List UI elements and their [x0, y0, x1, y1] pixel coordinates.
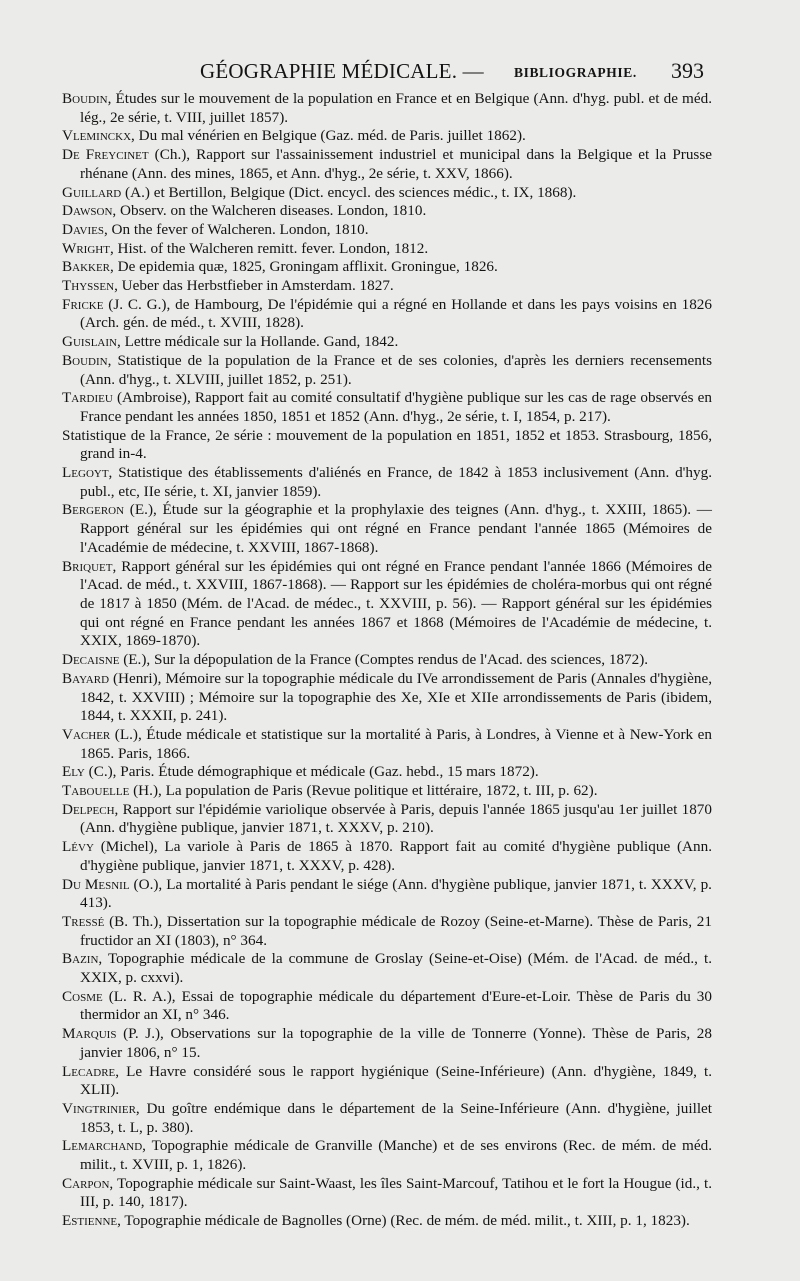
entry-author: Vacher [62, 725, 111, 743]
entry-author: Lemarchand, [62, 1137, 146, 1155]
entry-author: Ely [62, 763, 85, 781]
entry-author: Du Mesnil [62, 875, 130, 893]
bibliography-entry [62, 277, 712, 296]
entry-text: On the fever of Walcheren. London, 1810. [107, 220, 369, 238]
bibliography-entry [62, 389, 712, 426]
bibliography-entry [62, 501, 712, 557]
bibliography-entry [62, 651, 712, 670]
entry-text: Topographie médicale de Bagnolles (Orne) (Rec. de mém. de méd. milit., t. XIII, p. 1, 1823). [120, 1212, 690, 1230]
entry-author: Thyssen, [62, 277, 118, 295]
bibliography-entry [62, 558, 712, 652]
entry-text: Topographie médicale de la commune de Groslay (Seine-et-Oise) (Mém. de l'Acad. de méd., t. XXIX, p. cxxvi). [80, 950, 712, 987]
entry-author: Vingtrinier, [62, 1099, 140, 1117]
running-header [62, 56, 712, 86]
entry-text: Statistique de la population de la France et de ses colonies, d'après les derniers recensements (Ann. d'hyg., t. XLVIII, juillet 1852, p. 251). [80, 351, 712, 388]
entry-text: Observ. on the Walcheren diseases. London, 1810. [116, 202, 427, 220]
entry-text: (L.), Étude médicale et statistique sur la mortalité à Paris, à Londres, à Vienne et à New-York en 1865. Paris, 1866. [80, 725, 712, 762]
entry-author: Bakker, [62, 258, 114, 276]
entry-text: Lettre médicale sur la Hollande. Gand, 1842. [120, 333, 399, 351]
entry-text: (C.), Paris. Étude démographique et médicale (Gaz. hebd., 15 mars 1872). [84, 763, 539, 781]
entry-author: Bazin, [62, 950, 103, 968]
entry-author: Delpech, [62, 800, 119, 818]
entry-author: Bergeron [62, 501, 125, 519]
bibliography-entry [62, 838, 712, 875]
entry-text: (J. C. G.), de Hambourg, De l'épidémie qui a régné en Hollande et dans les pays voisins en 1826 (Arch. gén. de méd., t. XVIII, 1828). [80, 295, 712, 332]
entry-text: (H.), La population de Paris (Revue politique et littéraire, 1872, t. III, p. 62). [129, 782, 598, 800]
bibliography-entry [62, 1137, 712, 1174]
entry-text: (A.) et Bertillon, Belgique (Dict. encycl. des sciences médic., t. IX, 1868). [121, 183, 577, 201]
entry-text: Le Havre considéré sous le rapport hygiénique (Seine-Inférieure) (Ann. d'hygiène, 1849, t. XLII). [80, 1062, 712, 1099]
bibliography-entry [62, 296, 712, 333]
bibliography-entry [62, 146, 712, 183]
bibliography-entry [62, 184, 712, 203]
entry-author: Decaisne [62, 651, 120, 669]
entry-author: Tabouelle [62, 782, 130, 800]
entry-text: (Ch.), Rapport sur l'assainissement industriel et municipal dans la Belgique et la Prusse rhénane (Ann. des mines, 1865, et Ann. d'hyg., 2e série, t. XXV, 1866). [80, 146, 712, 182]
entry-text: De epidemia quæ, 1825, Groningam afflixit. Groningue, 1826. [113, 258, 498, 276]
entry-author: De Freycinet [62, 146, 149, 164]
entry-text: (Ambroise), Rapport fait au comité consultatif d'hygiène publique sur les cas de rage observés en France pendant les années 1850, 1851 et 1852 (Ann. d'hyg., 2e série, t. I, 1854, p. 217). [80, 389, 712, 425]
bibliography-entry [62, 988, 712, 1025]
entry-author: Vleminckx, [62, 127, 135, 145]
entry-text: Ueber das Herbstfieber in Amsterdam. 1827. [117, 277, 394, 295]
entry-text: (E.), Sur la dépopulation de la France (Comptes rendus de l'Acad. des sciences, 1872). [119, 651, 649, 669]
bibliography-entry [62, 1063, 712, 1100]
entry-text: Statistique de la France, 2e série : mouvement de la population en 1851, 1852 et 1853. Strasbourg, 1856, grand in-4. [62, 426, 712, 463]
bibliography-entry [62, 90, 712, 127]
bibliography-entry [62, 1025, 712, 1062]
entry-author: Guillard [62, 183, 122, 201]
bibliography-entry [62, 127, 712, 146]
bibliography-entry [62, 913, 712, 950]
entry-author: Lecadre, [62, 1062, 120, 1080]
bibliography-entry [62, 221, 712, 240]
bibliography-entry [62, 1212, 712, 1231]
entry-text: Études sur le mouvement de la population en France et en Belgique (Ann. d'hyg. publ. et de méd. lég., 2e série, t. VIII, juillet 1857). [80, 90, 712, 126]
entry-text: (O.), La mortalité à Paris pendant le siége (Ann. d'hygiène publique, janvier 1871, t. XXXV, p. 413). [80, 875, 712, 912]
entry-text: Statistique des établissements d'aliénés en France, de 1842 à 1853 inclusivement (Ann. d'hyg. publ., etc, IIe série, t. XI, janvier 1859). [80, 464, 712, 500]
entry-author: Estienne, [62, 1212, 121, 1230]
bibliography-entry [62, 352, 712, 389]
entry-author: Tardieu [62, 389, 113, 407]
entry-author: Cosme [62, 987, 103, 1005]
entry-author: Carpon, [62, 1174, 114, 1192]
bibliography-entry [62, 258, 712, 277]
bibliography-entry [62, 333, 712, 352]
entry-text: Rapport général sur les épidémies qui ont régné en France pendant l'année 1866 (Mémoires de l'Acad. de méd., t. XXVIII, 1867-1868). — Rapport sur les épidémies de choléra-morbus qui ont régné de 1817 à 1850 (Mém. de l'Acad. de médec., t. XXVIII, p. 56). — Rapport général sur les épidémies qui ont régné en France pendant les années 1867 et 1868 (Mémoires de l'Académie de médecine, t. XXIX, 1869-1870). [80, 557, 712, 650]
entry-author: Bayard [62, 669, 110, 687]
entry-author: Legoyt, [62, 464, 113, 482]
entry-text: (P. J.), Observations sur la topographie de la ville de Tonnerre (Yonne). Thèse de Paris, 28 janvier 1806, n° 15. [80, 1025, 712, 1061]
bibliography-entry [62, 950, 712, 987]
entry-text: Hist. of the Walcheren remitt. fever. London, 1812. [113, 239, 429, 257]
bibliography-entry [62, 202, 712, 221]
entry-author: Wright, [62, 239, 114, 257]
bibliography-entry [62, 240, 712, 259]
entry-author: Boudin, [62, 351, 112, 369]
entry-author: Fricke [62, 295, 104, 313]
entry-text: (Henri), Mémoire sur la topographie médicale du IVe arrondissement de Paris (Annales d'hygiène, 1842, t. XXVIII) ; Mémoire sur la topographie des Xe, XIe et XIIe arrondissements de Paris (ibidem, 1844, t. XXXII, p. 241). [80, 669, 712, 725]
bibliography-entry [62, 670, 712, 726]
entry-text: Topographie médicale sur Saint-Waast, les îles Saint-Marcouf, Tatihou et le fort la Hougue (id., t. III, p. 140, 1817). [80, 1174, 712, 1211]
bibliography-entry [62, 763, 712, 782]
bibliography-entry [62, 782, 712, 801]
entry-author: Dawson, [62, 202, 117, 220]
bibliography-entry [62, 1175, 712, 1212]
entry-author: Davies, [62, 220, 108, 238]
entry-author: Boudin, [62, 90, 112, 107]
bibliography-entry [62, 464, 712, 501]
bibliography-entry [62, 801, 712, 838]
entry-text: (L. R. A.), Essai de topographie médicale du département d'Eure-et-Loir. Thèse de Paris du 30 thermidor an XI, n° 346. [80, 987, 712, 1024]
entry-author: Lévy [62, 838, 94, 856]
bibliography-entry [62, 726, 712, 763]
bibliography-entry [62, 876, 712, 913]
entry-author: Marquis [62, 1025, 117, 1043]
bibliography-entry [62, 427, 712, 464]
running-subtitle: BIBLIOGRAPHIE. [514, 65, 637, 80]
entry-text: Topographie médicale de Granville (Manche) et de ses environs (Rec. de mém. de méd. milit., t. XVIII, p. 1, 1826). [80, 1137, 712, 1174]
entry-text: (E.), Étude sur la géographie et la prophylaxie des teignes (Ann. d'hyg., t. XXIII, 1865). — Rapport général sur les épidémies qui ont régné en France pendant l'année 1865 (Mémoires de l'Académie de médecine, t. XXVIII, 1867-1868). [80, 501, 712, 556]
entry-text: Du mal vénérien en Belgique (Gaz. méd. de Paris. juillet 1862). [134, 127, 526, 145]
entry-text: Du goître endémique dans le département de la Seine-Inférieure (Ann. d'hygiène, juillet 1853, t. L, p. 380). [80, 1099, 712, 1136]
bibliography-entry [62, 1100, 712, 1137]
running-title: GÉOGRAPHIE MÉDICALE. — [200, 59, 484, 83]
entry-text: (Michel), La variole à Paris de 1865 à 1870. Rapport fait au comité d'hygiène publique (Ann. d'hygiène publique, janvier 1871, t. XXXV, p. 428). [80, 838, 712, 874]
entry-text: Rapport sur l'épidémie variolique observée à Paris, depuis l'année 1865 jusqu'au 1er juillet 1870 (Ann. d'hygiène publique, janvier 1871, t. XXXV, p. 210). [80, 800, 712, 837]
entry-text: (B. Th.), Dissertation sur la topographie médicale de Rozoy (Seine-et-Marne). Thèse de Paris, 21 fructidor an XI (1803), n° 364. [80, 912, 712, 949]
bibliography-list [62, 90, 712, 1231]
entry-author: Tressé [62, 912, 105, 930]
page-number: 393 [671, 58, 704, 83]
entry-author: Guislain, [62, 333, 121, 351]
entry-author: Briquet, [62, 557, 117, 575]
